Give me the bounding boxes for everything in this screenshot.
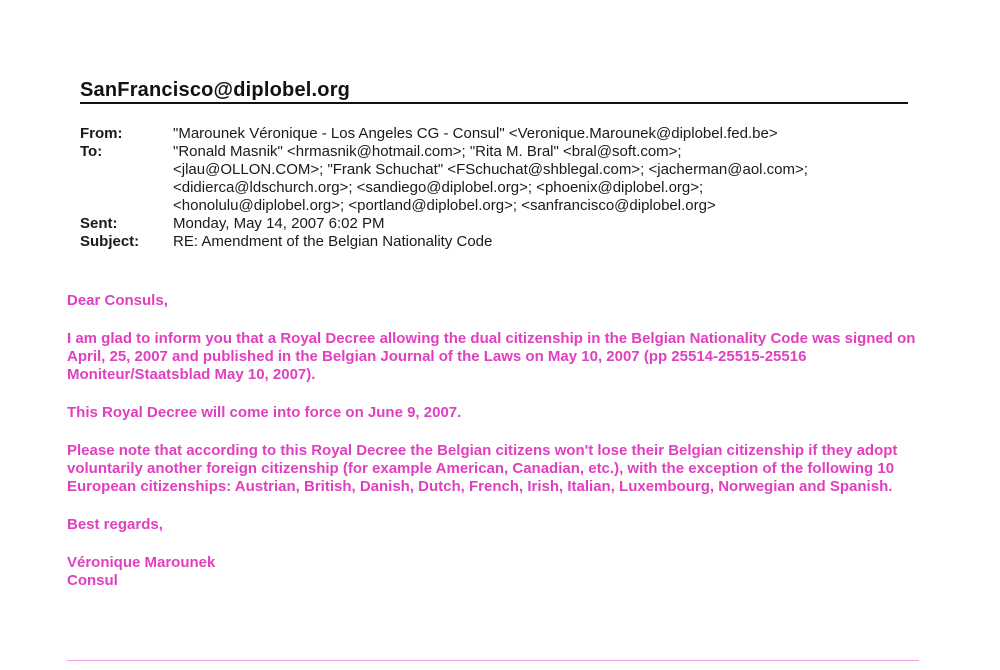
greeting: Dear Consuls, [67, 292, 168, 309]
body-paragraph: Please note that according to this Royal Decree the Belgian citizens won't lose their Belgian citizenship if they adopt voluntarily another foreign citizenship (for example American, Canadian, etc.), with the exception of the following 10 European citizenships: Austrian, British, Danish, Dutch, French, Irish, Italian, Luxembourg, Norwegian and Spanish. [67, 442, 898, 495]
subject-label: Subject: [80, 233, 140, 250]
to-row [80, 143, 913, 215]
to-line: "Ronald Masnik" <hrmasnik@hotmail.com>; "Rita M. Bral" <bral@soft.com>; [173, 143, 682, 160]
from-value [173, 125, 913, 143]
subject-row [80, 233, 913, 251]
to-value [173, 143, 913, 215]
email-body [67, 292, 927, 590]
sent-label: Sent: [80, 215, 118, 232]
to-line: <didierca@ldschurch.org>; <sandiego@diplobel.org>; <phoenix@diplobel.org>; [173, 179, 704, 196]
from-address: "Marounek Véronique - Los Angeles CG - Consul" <Veronique.Marounek@diplobel.fed.be> [173, 125, 778, 142]
subject-value: RE: Amendment of the Belgian Nationality Code [173, 233, 493, 250]
to-line: <jlau@OLLON.COM>; "Frank Schuchat" <FSchuchat@shblegal.com>; <jacherman@aol.com>; [173, 161, 808, 178]
body-paragraph: This Royal Decree will come into force on June 9, 2007. [67, 404, 462, 421]
sent-row [80, 215, 913, 233]
to-label: To: [80, 143, 103, 160]
closing: Best regards, [67, 516, 163, 533]
signature-title: Consul [67, 572, 118, 589]
from-row [80, 125, 913, 143]
title-divider [80, 102, 908, 104]
sent-value: Monday, May 14, 2007 6:02 PM [173, 215, 385, 232]
body-paragraph: I am glad to inform you that a Royal Decree allowing the dual citizenship in the Belgian Nationality Code was signed on April, 25, 2007 and published in the Belgian Journal of the Laws on May 10, 2007 (pp 25514-25515-25516 Moniteur/Staatsblad May 10, 2007). [67, 330, 916, 383]
footer-divider [67, 660, 919, 661]
from-label: From: [80, 125, 123, 142]
signature-name: Véronique Marounek [67, 554, 216, 571]
mailbox-address: SanFrancisco@diplobel.org [80, 79, 351, 101]
email-headers [80, 125, 913, 251]
to-line: <honolulu@diplobel.org>; <portland@diplobel.org>; <sanfrancisco@diplobel.org> [173, 197, 716, 214]
